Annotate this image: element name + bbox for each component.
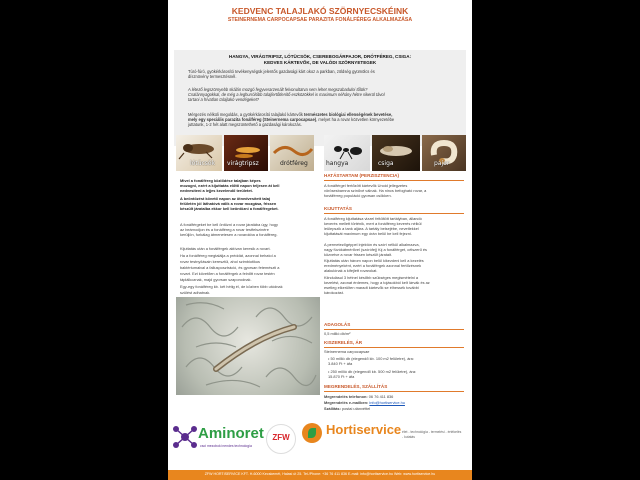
footer-bar <box>168 470 472 480</box>
divider <box>324 347 464 348</box>
kijuttatas-line9: Kijuttatás után három napon belül kikezdeni kell a kezelés <box>324 258 424 263</box>
hortiservice-emblem-leaf <box>308 428 316 438</box>
kijuttatas-line6: A permetezőgéppel injektón és szórt nélkül alkalmazva, <box>324 242 420 247</box>
photo-hangya <box>324 135 370 171</box>
adagolas-value: 0,5 millió db/m² <box>324 331 351 336</box>
kijuttatas-line1: A fonálféreg kijuttatása vizzel feltöltött tartályban, állandó <box>324 216 422 221</box>
left-para2-line1: Kijuttatás után a fonálférgek aktívan keresik a rovart. <box>180 246 271 251</box>
left-bold-3: nedvesíteni a lejjes kezelendő területet. <box>180 188 253 193</box>
aminoret-tagline: csoi mezoboki nendes technologia <box>200 444 252 448</box>
kiszereles-line1: Steinernema carpocapsae <box>324 349 370 354</box>
left-bold-1: Mivel a fonálféreg közlődése talajban képes <box>180 178 261 183</box>
photo-label-pajor: pajor <box>434 160 450 167</box>
section-title-adagolas: ADAGOLÁS <box>324 322 351 327</box>
photo-label-hangya: hangya <box>326 160 349 167</box>
zfw-logo-text: ZFW <box>272 433 290 442</box>
kijuttatas-line15: károkozást. <box>324 290 344 295</box>
kijuttatas-line11: alakulónak a kifejlett rovarokat. <box>324 268 378 273</box>
left-para2-line2: Ha a fonálféreg megtalálja a préddát, azonnal behatol a <box>180 253 276 258</box>
section-title-hatastartam: HATÁSTARTAM (PERZISZTENCIA) <box>324 173 400 178</box>
intro-question-1: A létező legszörnyebb skálán mozgó fegyverarzenált felvonultatva sem lehet megszabadulni tőlük? <box>188 87 368 92</box>
kijuttatas-line13: kezelést, azonat érdemes, hogy a tojásokból kelt lárvák és az <box>324 280 430 285</box>
intro-heading-1: HANGYA, VIRÁGTRIPSZ, LÓTÜCSÖK, CSEREBOGÁRPAJOR, DRÓTFÉREG, CSIGA: <box>228 54 412 59</box>
hortiservice-tagline: élet - technológia - termelési - értékelés - kutatás <box>402 430 462 439</box>
kiszereles-line4: • 250 millió db (elegendő kb. 500 m2 felületre), ára: <box>328 369 417 374</box>
left-para2-line6: táplálkoznak, majd gyorsan szaporodnak. <box>180 277 252 282</box>
left-bold-6: készült járatalba ekkor kell beöntözni a fonálférgeket. <box>180 206 279 211</box>
flyer-page <box>168 0 472 480</box>
intro-question-3: tartani a hívatlan talajlakó vendégeket? <box>188 97 260 102</box>
order-shipping: Szállítás: postai utánvéttel <box>324 406 371 411</box>
photo-pajor <box>422 135 466 171</box>
section-title-kijuttatas: KIJUTTATÁS <box>324 206 352 211</box>
nematode-photo <box>176 297 320 395</box>
left-bold-2: mozogni, ezért a kijuttatás előtti napon teljesen át kell <box>180 183 280 188</box>
photo-viragtripsz <box>224 135 268 171</box>
aminoret-logo-text: Aminoret <box>198 425 264 442</box>
intro-text-3: Mérgezés nélküli megoldás, a gyökérkárosító talajlakó kártevők természetes biológiai ellenségének bevetése, <box>188 112 393 117</box>
hatastartam-line2: vörösesbarnna színűvé válnak. Ha nincs befogható rovar, a <box>324 188 427 193</box>
left-para2-line7: Egy-egy fonálféreg kb. két hétig él, de közben több utódnak <box>180 284 283 289</box>
order-email: Megrendelés e-mailben: info@hortiservice.hu <box>324 400 405 405</box>
kijuttatas-line12: Kiindulásul 3 hétnel később szükséges megismételni a <box>324 275 419 280</box>
intro-question-2: Csalánnyagokkal, de még a leghurrólóbb talajfertőtlenítő eszközökkel is maximum néhány hétre sikerül távol <box>188 92 385 97</box>
intro-text-5: juttatunk, 1-2 hét alatt megszüntethető a gazdasági károkozás. <box>188 122 302 127</box>
photo-drotfereg <box>270 135 314 171</box>
left-para1-line2: az beárnodjon és a fonálféreg a rovar testfelszínére <box>180 227 269 232</box>
intro-text-1: Túró-fúró, gyökérkárosító tevékenységük jelentős gazdasági kárt okoz a parkban, zöldség gyümölcs és <box>188 69 375 74</box>
intro-box <box>174 50 466 146</box>
photo-label-viragtripsz: virágtripsz <box>227 160 259 167</box>
left-para2-line3: rovar testnyílásain keresztül, ahol szimbiotikus <box>180 259 261 264</box>
kijuttatas-line7: nagy fúvókátmérővel (szórófej) fúj a fonálférget, célszerű és <box>324 247 427 252</box>
left-bold-5: felületén jól láthatóvá válik a rovar mozgása, frissen <box>180 201 277 206</box>
kijuttatas-line2: keverés mellett történik, mert a fonálféreg keverés nélkül <box>324 221 422 226</box>
kiszereles-line3: 3.840 Ft + áfa <box>328 361 353 366</box>
page-subtitle: STEINERNEMA CARPOCAPSAE PARAZITA FONÁLFÉREG ALKALMAZÁSA <box>227 17 413 23</box>
divider <box>324 180 464 181</box>
left-para1-line3: kerüljön, furkálag átmenetesen a rovarokba a fonálféreg. <box>180 232 278 237</box>
hatastartam-line1: A fonálférgel fertőzött kártevők Unoid jellegzetes <box>324 183 408 188</box>
footer-text: ZFW HORTISERVICE KFT. H-6000 Kecskemét, Halasi út 25. Tel./Phone: +36 76 411 836 E-mail: info@hortiservice.hu Web: www.hortiservice.hu <box>204 472 436 476</box>
intro-heading-2: KEDVES KÁRTEVŐK, DE VALÓDI SZÖRNYETEGEK <box>263 60 377 65</box>
kijuttatas-line3: leülepszik a tank aljára. A tartály belsejébe, nevetlekkel <box>324 226 419 231</box>
photo-label-drotfereg: drótféreg <box>280 160 308 167</box>
section-title-megrendeles: MEGRENDELÉS, SZÁLLÍTÁS <box>324 384 388 389</box>
photo-lotucsok <box>176 135 222 171</box>
kijuttatas-line8: közvetve a rovar frissen készült járatait. <box>324 252 393 257</box>
intro-text-2: dísznövény termesztésnél. <box>188 74 237 79</box>
left-para2-line8: szülést adhatnak. <box>180 290 211 295</box>
section-title-kiszereles: KISZERELÉS, ÁR <box>324 340 363 345</box>
hatastartam-line3: fonálférreg populáció gyorsan csökken. <box>324 193 392 198</box>
left-para2-line5: rovart. Ezt követően a fonálférgek a felnőtt rovar testén <box>180 271 275 276</box>
hortiservice-logo <box>302 420 472 458</box>
aminoret-logo <box>172 422 264 456</box>
kijuttatas-line4: kijuttatását maximum egy órán belül be kell fejezni. <box>324 231 412 236</box>
kijuttatas-line14: esetleg elkerülten maradt kártevők se élhessék további <box>324 285 419 290</box>
left-bold-4: A beöntözést követő napon az ötnedvesített talaj <box>180 196 271 201</box>
divider <box>324 213 464 214</box>
email-link[interactable]: info@hortiservice.hu <box>369 400 405 405</box>
order-phone: Megrendelés telefonon: 06 76 411 836 <box>324 394 394 399</box>
molecule-icon <box>172 424 198 450</box>
kijuttatas-line10: eredményeként, ezért a fonálférgek azonnal fertőzésnek <box>324 263 422 268</box>
left-para1-line1: A fonálférgeket be kell öntözni a rovar járatába úgy, hogy <box>180 222 278 227</box>
photo-label-csiga: csiga <box>378 160 394 167</box>
kiszereles-line5: 15.870 Ft + áfa <box>328 374 355 379</box>
zfw-logo <box>266 424 296 454</box>
intro-text-4: mely egy speciális parazita fonálféreg (Steinernema carpocapsae), melyet ha a rovar közvetlen környezetébe <box>188 117 395 122</box>
left-para2-line4: baktériumaival a fallusposztráció, és gyorsan fetemészti a <box>180 265 280 270</box>
divider <box>324 329 464 330</box>
hortiservice-logo-text: Hortiservice <box>326 422 402 437</box>
photo-csiga <box>372 135 420 171</box>
divider <box>324 391 464 392</box>
kiszereles-line2: • 50 millió db (elegendő kb. 100 m2 felületre), ára: <box>328 356 414 361</box>
photo-label-lotucsok: lótücsök <box>190 160 216 167</box>
page-title: KEDVENC TALAJLAKÓ SZÖRNYECSKÉINK <box>231 6 409 16</box>
